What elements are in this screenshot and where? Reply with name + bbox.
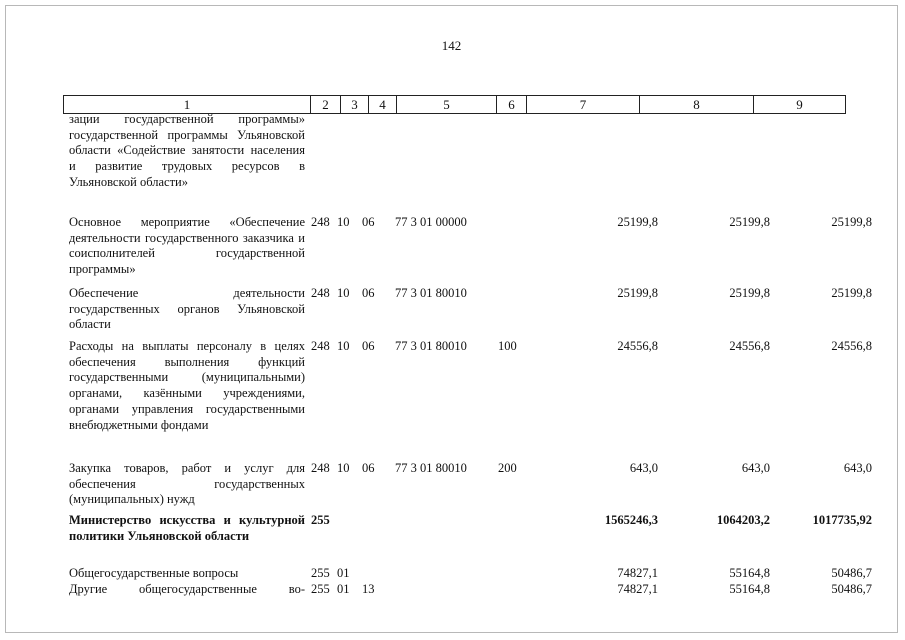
row-name: Расходы на выплаты персоналу в целях обеспечения выполнения функций государственными (муниципальными) органами, казёнными учреждениями, органами управления государственными внебюджетными фондами [69,339,305,432]
row-amount-8: 25199,8 [729,215,770,229]
row-amount-9: 1017735,92 [812,513,872,527]
table-row [69,461,872,508]
row-name: Другие общегосударственные во- [69,582,305,596]
row-code: 255 [311,582,330,596]
row-amount-8: 25199,8 [729,286,770,300]
row-amount-8: 1064203,2 [716,513,770,527]
row-amount-7: 1565246,3 [604,513,658,527]
row-section: 10 [337,215,350,229]
row-amount-9: 24556,8 [831,339,872,353]
row-amount-9: 643,0 [843,461,872,475]
row-expense-type [498,566,548,582]
table-row [69,513,872,544]
row-subsection [362,566,393,582]
row-code: 255 [311,513,330,527]
table-row [69,215,872,278]
row-section: 10 [337,339,350,353]
row-target-article: 77 3 01 80010 [395,461,467,475]
row-subsection: 06 [362,286,375,300]
header-col-3: 3 [341,96,369,113]
page-number: 142 [441,38,462,53]
row-target-article [393,566,498,582]
header-col-2: 2 [311,96,341,113]
row-amount-7: 24556,8 [617,339,658,353]
row-amount-7: 643,0 [629,461,658,475]
table-row [69,286,872,333]
row-subsection: 13 [362,582,375,596]
row-subsection: 06 [362,339,375,353]
row-name: Общегосударственные вопросы [69,566,239,580]
row-target-article: 77 3 01 80010 [395,339,467,353]
row-code: 248 [311,215,330,229]
row-name: зации государственной программы» государственной программы Ульяновской области «Содействие занятости населения и развитие трудовых ресурсов в Ульяновской области» [69,112,305,189]
table-row [69,112,305,191]
row-expense-type [498,215,548,278]
header-col-6: 6 [497,96,527,113]
row-amount-7: 25199,8 [617,286,658,300]
row-code: 248 [311,461,330,475]
header-col-8: 8 [640,96,754,113]
row-amount-7: 74827,1 [617,582,658,596]
header-col-4: 4 [369,96,397,113]
row-section: 10 [337,286,350,300]
table-row [69,566,872,582]
header-col-7: 7 [527,96,640,113]
header-col-9: 9 [796,97,803,112]
row-expense-type [498,513,548,544]
table-row [69,582,872,598]
row-section: 01 [337,566,350,580]
row-amount-9: 25199,8 [831,215,872,229]
row-subsection: 06 [362,215,375,229]
row-amount-8: 643,0 [741,461,770,475]
row-name: Обеспечение деятельности государственных органов Ульяновской области [69,286,305,332]
row-target-article [393,513,498,544]
row-section: 10 [337,461,350,475]
row-expense-type: 100 [498,339,517,353]
row-name: Министерство искусства и культурной политики Ульяновской области [69,513,305,543]
row-code: 255 [311,566,330,580]
row-amount-9: 25199,8 [831,286,872,300]
document-page [5,5,898,633]
row-code: 248 [311,339,330,353]
row-amount-7: 74827,1 [617,566,658,580]
row-name: Закупка товаров, работ и услуг для обеспечения государственных (муниципальных) нужд [69,461,305,507]
row-amount-8: 55164,8 [729,582,770,596]
row-expense-type: 200 [498,461,517,475]
row-name: Основное мероприятие «Обеспечение деятельности государственного заказчика и соисполнителей государственной программы» [69,215,305,277]
header-col-5: 5 [397,96,497,113]
row-subsection: 06 [362,461,375,475]
row-expense-type [498,286,548,333]
row-expense-type [498,582,548,598]
row-amount-8: 24556,8 [729,339,770,353]
row-target-article [393,582,498,598]
row-target-article: 77 3 01 00000 [395,215,467,229]
row-target-article: 77 3 01 80010 [395,286,467,300]
row-section [337,513,362,544]
row-subsection [362,513,393,544]
header-col-1: 1 [64,96,311,113]
row-amount-8: 55164,8 [729,566,770,580]
row-amount-9: 50486,7 [831,566,872,580]
row-section: 01 [337,582,350,596]
row-amount-9: 50486,7 [831,582,872,596]
row-code: 248 [311,286,330,300]
table-row [69,339,872,433]
row-amount-7: 25199,8 [617,215,658,229]
